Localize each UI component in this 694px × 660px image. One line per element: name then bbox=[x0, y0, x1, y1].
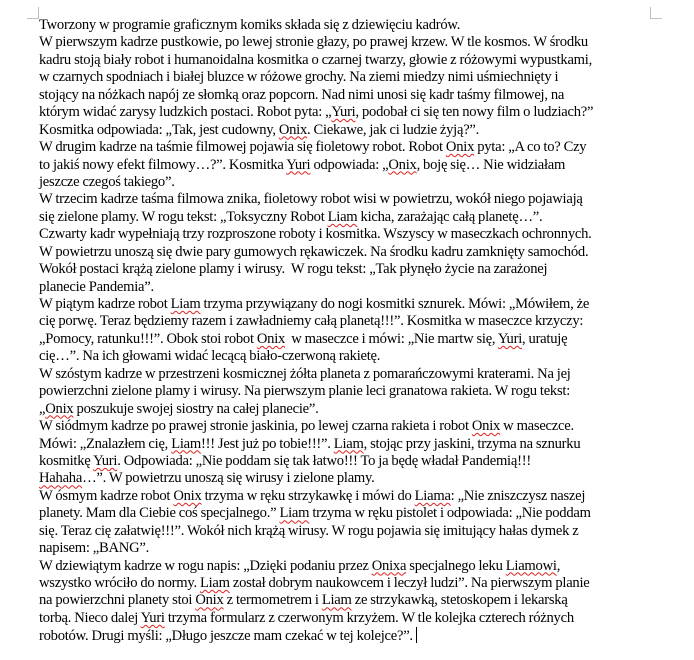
misspelled-word: Yuri bbox=[286, 156, 311, 173]
text-run: ze strzykawką, stetoskopem i lekarską bbox=[351, 592, 568, 609]
text-run: cię…”. Na ich głowami widać lecącą biało-czerwoną rakietę. bbox=[39, 348, 381, 365]
text-line[interactable] bbox=[39, 436, 654, 453]
text-run: pyta: „A co to? Czy bbox=[474, 139, 587, 156]
misspelled-word: Liam bbox=[321, 592, 352, 609]
text-run: . Ciekawe, jak ci ludzie żyją?”. bbox=[307, 121, 480, 138]
misspelled-word: Onix bbox=[256, 330, 286, 347]
text-run: W szóstym kadrze w przestrzeni kosmicznej żółta planeta z pomarańczowymi kraterami. Na jej bbox=[39, 365, 571, 382]
misspelled-word: Onix bbox=[173, 487, 202, 504]
text-run: , bbox=[556, 557, 561, 574]
text-line[interactable] bbox=[39, 488, 654, 505]
text-run: trzyma formularz z czerwonym krzyżem. W tle kolejka czterech różnych bbox=[164, 609, 574, 626]
text-run: z termometrem i bbox=[223, 592, 322, 609]
text-run: Czwarty kadr wypełniają trzy rozproszone roboty i kosmitka. Wszyscy w maseczkach ochronnych. bbox=[39, 226, 592, 243]
text-run: …”. W powietrzu unoszą się wirusy i zielone plamy. bbox=[82, 470, 375, 487]
misspelled-word: Liam bbox=[327, 208, 358, 225]
text-line[interactable] bbox=[39, 139, 654, 156]
text-run: , boję się… Nie widziałam bbox=[416, 156, 566, 173]
misspelled-word: Onix bbox=[445, 139, 475, 156]
text-run: którym widać zarysy ludzkich postaci. Robot pyta: „ bbox=[39, 104, 332, 121]
top-left-margin-mark bbox=[27, 7, 39, 19]
text-line[interactable] bbox=[39, 191, 654, 208]
misspelled-word: Onix bbox=[388, 156, 417, 173]
text-run: kosmitkę bbox=[39, 452, 94, 469]
misspelled-word: Hahaha bbox=[39, 470, 83, 487]
text-line[interactable] bbox=[39, 401, 654, 418]
text-line[interactable] bbox=[39, 470, 654, 487]
misspelled-word: Yuri bbox=[497, 330, 523, 347]
misspelled-word: Yuri bbox=[140, 609, 165, 626]
text-run: na powierzchni planety stoi bbox=[39, 592, 196, 609]
text-line[interactable] bbox=[39, 523, 654, 540]
text-line[interactable] bbox=[39, 592, 654, 609]
text-line[interactable] bbox=[39, 366, 654, 383]
text-line[interactable] bbox=[39, 575, 654, 592]
text-run: w czarnych spodniach i białej bluzce w różowe grochy. Na ziemi miedzy nimi uśmiechnięty i bbox=[39, 69, 559, 86]
text-run: Kosmitka odpowiada: „Tak, jest cudowny, bbox=[39, 121, 279, 138]
text-run: W piątym kadrze robot bbox=[39, 296, 171, 312]
text-run: Wokół postaci krążą zielone plamy i wirusy. W rogu tekst: „Tak płynęło życie na zarażonej bbox=[39, 261, 548, 278]
text-run: planecie Pandemia”. bbox=[39, 278, 154, 295]
text-run: w maseczce i mówi: „Nie martw się, bbox=[285, 330, 498, 347]
text-line[interactable] bbox=[39, 17, 654, 34]
misspelled-word: Liam bbox=[170, 296, 201, 312]
text-line[interactable] bbox=[39, 383, 654, 400]
text-line[interactable] bbox=[39, 453, 654, 470]
text-run: trzyma w ręku strzykawkę i mówi do bbox=[201, 487, 415, 504]
text-run: robotów. Drugi myśli: „Długo jeszcze mam czekać w tej kolejce?”. bbox=[39, 628, 413, 645]
text-run: , stojąc przy jaskini, trzyma na sznurku bbox=[363, 435, 581, 452]
text-run: „ bbox=[39, 400, 46, 417]
text-run: , uratuję bbox=[522, 330, 568, 347]
text-line[interactable] bbox=[39, 52, 654, 69]
text-run: torbą. Nieco dalej bbox=[39, 609, 141, 626]
text-run: planety. Mam dla Ciebie coś specjalnego.” bbox=[39, 505, 280, 522]
text-run: jeszcze czegoś takiego”. bbox=[39, 173, 175, 190]
text-run: !!! Jest już po tobie!!!”. bbox=[201, 435, 334, 452]
text-run: trzyma przywiązany do nogi kosmitki sznurek. Mówi: „Mówiłem, że bbox=[200, 296, 590, 312]
text-run: wszystko wróciło do normy. bbox=[39, 575, 200, 591]
text-run: stojący na nóżkach napój ze słomką oraz popcorn. Nad nimi unosi się kadr taśmy filmowej, na bbox=[39, 86, 565, 103]
text-line[interactable] bbox=[39, 331, 654, 348]
text-run: : „Nie zniszczysz naszej bbox=[450, 487, 586, 504]
text-line[interactable] bbox=[39, 348, 654, 365]
text-run: się zielone plamy. W rogu tekst: „Toksyczny Robot bbox=[39, 208, 328, 225]
text-run: napisem: „BANG”. bbox=[39, 540, 149, 557]
text-line[interactable] bbox=[39, 69, 654, 86]
text-line[interactable] bbox=[39, 174, 654, 191]
text-run: Tworzony w programie graficznym komiks składa się z dziewięciu kadrów. bbox=[39, 17, 461, 33]
misspelled-word: Onix bbox=[45, 400, 74, 417]
misspelled-word: Onix bbox=[278, 121, 308, 138]
text-run: . Odpowiada: „Nie poddam się tak łatwo!!! To ja będę władał Pandemią!!! bbox=[117, 452, 531, 469]
misspelled-word: Liamowi bbox=[505, 557, 557, 574]
text-run: to jakiś nowy efekt filmowy…?”. Kosmitka bbox=[39, 156, 287, 173]
misspelled-word: Yuri bbox=[331, 104, 356, 121]
text-line[interactable] bbox=[39, 87, 654, 104]
text-run: W drugim kadrze na taśmie filmowej pojawia się fioletowy robot. Robot bbox=[39, 139, 446, 156]
text-line[interactable] bbox=[39, 279, 654, 296]
text-line[interactable] bbox=[39, 540, 654, 557]
text-cursor bbox=[416, 627, 417, 643]
misspelled-word: Onixa bbox=[371, 557, 407, 574]
text-run: Mówi: „Znalazłem cię, bbox=[39, 435, 172, 452]
text-run: „Pomocy, ratunku!!!”. Obok stoi robot bbox=[39, 330, 257, 347]
text-run: W dziewiątym kadrze w rogu napis: „Dzięki podaniu przez bbox=[39, 557, 372, 574]
misspelled-word: Onix bbox=[471, 418, 501, 435]
misspelled-word: Liam bbox=[333, 435, 364, 452]
document-text-body[interactable] bbox=[39, 17, 654, 645]
misspelled-word: Liama bbox=[414, 487, 451, 504]
text-run: W trzecim kadrze taśma filmowa znika, fioletowy robot wisi w powietrzu, wokół niego pojawiają bbox=[39, 191, 583, 208]
text-line[interactable] bbox=[39, 157, 654, 174]
text-line[interactable] bbox=[39, 558, 654, 575]
text-run: W siódmym kadrze po prawej stronie jaskinia, po lewej czarna rakieta i robot bbox=[39, 418, 472, 435]
text-line[interactable] bbox=[39, 505, 654, 522]
text-line[interactable] bbox=[39, 296, 654, 313]
text-run: powierzchni zielone plamy i wirusy. Na pierwszym planie leci granatowa rakieta. W rogu tekst: bbox=[39, 383, 571, 400]
text-line[interactable] bbox=[39, 104, 654, 121]
text-run: , podobał ci się ten nowy film o ludziach?” bbox=[355, 104, 594, 121]
text-line[interactable] bbox=[39, 627, 654, 644]
text-run: poszukuje swojej siostry na całej planecie”. bbox=[73, 400, 319, 417]
text-run: odpowiada: „ bbox=[310, 156, 389, 173]
text-run: W ósmym kadrze robot bbox=[39, 487, 174, 504]
text-line[interactable] bbox=[39, 209, 654, 226]
text-run: kadru stoją biały robot i humanoidalna kosmitka o czarnej twarzy, głowie z różowymi wypustkami, bbox=[39, 51, 592, 68]
misspelled-word: Yuri bbox=[93, 452, 118, 469]
misspelled-word: Liam bbox=[171, 435, 201, 452]
misspelled-word: Liam bbox=[279, 505, 310, 522]
text-run: W powietrzu unoszą się dwie pary gumowych rękawiczek. Na środku kadru zamknięty samochód. bbox=[39, 243, 589, 260]
text-run: specjalnego leku bbox=[406, 557, 506, 574]
text-line[interactable] bbox=[39, 122, 654, 139]
misspelled-word: Onix bbox=[195, 592, 224, 609]
text-line[interactable] bbox=[39, 226, 654, 243]
text-run: cię porwę. Teraz będziemy razem i zawładniemy całą planetą!!!”. Kosmitka w maseczce krzyczy: bbox=[39, 313, 584, 330]
misspelled-word: Liam bbox=[199, 575, 230, 591]
text-line[interactable] bbox=[39, 244, 654, 261]
text-run: trzyma w ręku pistolet i odpowiada: „Nie poddam bbox=[309, 505, 591, 522]
text-run: W pierwszym kadrze pustkowie, po lewej stronie głazy, po prawej krzew. W tle kosmos. W środku bbox=[39, 34, 588, 51]
text-line[interactable] bbox=[39, 313, 654, 330]
text-run: kicha, zarażając całą planetę…”. bbox=[357, 208, 543, 225]
text-run: w maseczce. bbox=[500, 418, 574, 435]
text-line[interactable] bbox=[39, 418, 654, 435]
text-line[interactable] bbox=[39, 610, 654, 627]
text-run: został dobrym naukowcem i leczył ludzi”. Na pierwszym planie bbox=[229, 575, 590, 591]
text-run: się. Teraz cię załatwię!!!”. Wokół nich krążą wirusy. W rogu pojawia się imitujący hałas dymek z bbox=[39, 522, 579, 539]
text-line[interactable] bbox=[39, 261, 654, 278]
text-line[interactable] bbox=[39, 34, 654, 51]
